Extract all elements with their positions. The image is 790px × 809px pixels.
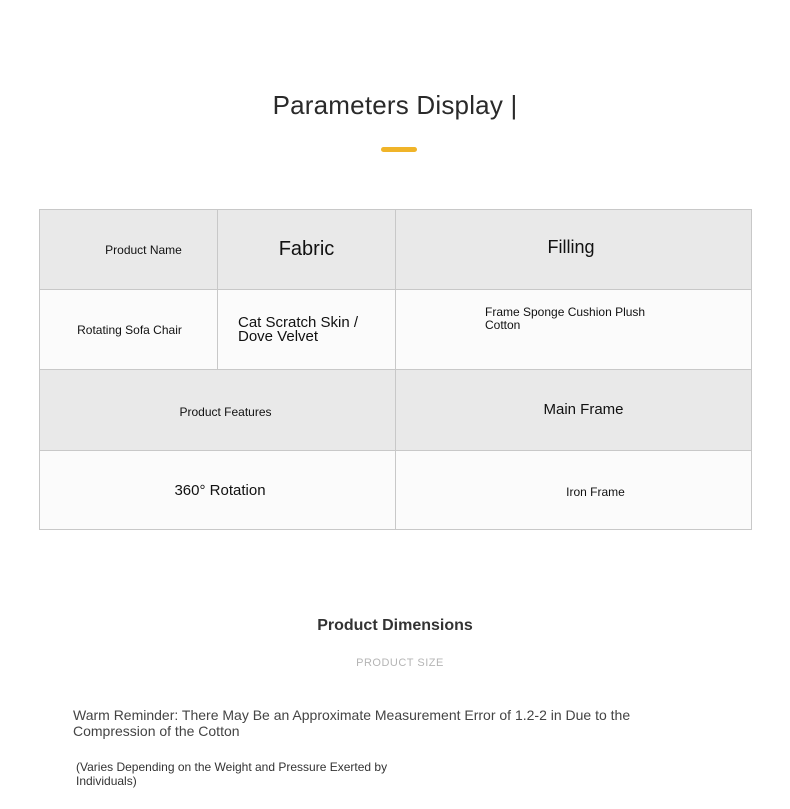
parameters-table bbox=[39, 209, 752, 530]
features-label: Product Features bbox=[179, 405, 272, 419]
filling-label: Filling bbox=[547, 237, 595, 257]
features-value: 360° Rotation bbox=[174, 481, 266, 499]
measurement-note: (Varies Depending on the Weight and Pressure Exerted by Individuals) bbox=[76, 760, 388, 788]
product-name-value: Rotating Sofa Chair bbox=[77, 322, 182, 337]
filling-label-cell bbox=[396, 210, 751, 290]
filling-value-cell bbox=[396, 290, 751, 370]
measurement-reminder: Warm Reminder: There May Be an Approximate Measurement Error of 1.2-2 in Due to the Compression of the Cotton bbox=[73, 707, 631, 739]
main-frame-value-cell bbox=[396, 451, 751, 529]
product-name-label-cell bbox=[40, 210, 218, 290]
fabric-value-cell bbox=[218, 290, 396, 370]
features-label-cell bbox=[40, 370, 396, 451]
dimensions-title: Product Dimensions bbox=[317, 617, 473, 634]
dimensions-subtitle: PRODUCT SIZE bbox=[356, 657, 444, 669]
page-title: Parameters Display | bbox=[272, 90, 518, 120]
title-accent-bar bbox=[381, 147, 417, 152]
main-frame-value: Iron Frame bbox=[566, 485, 625, 499]
filling-value: Frame Sponge Cushion Plush Cotton bbox=[485, 305, 646, 332]
main-frame-label-cell bbox=[396, 370, 751, 451]
product-name-value-cell bbox=[40, 290, 218, 370]
fabric-value: Cat Scratch Skin / Dove Velvet bbox=[238, 313, 359, 345]
main-frame-label: Main Frame bbox=[543, 400, 624, 418]
fabric-label-cell bbox=[218, 210, 396, 290]
fabric-label: Fabric bbox=[278, 238, 335, 260]
features-value-cell bbox=[40, 451, 396, 529]
product-name-label: Product Name bbox=[105, 242, 182, 257]
